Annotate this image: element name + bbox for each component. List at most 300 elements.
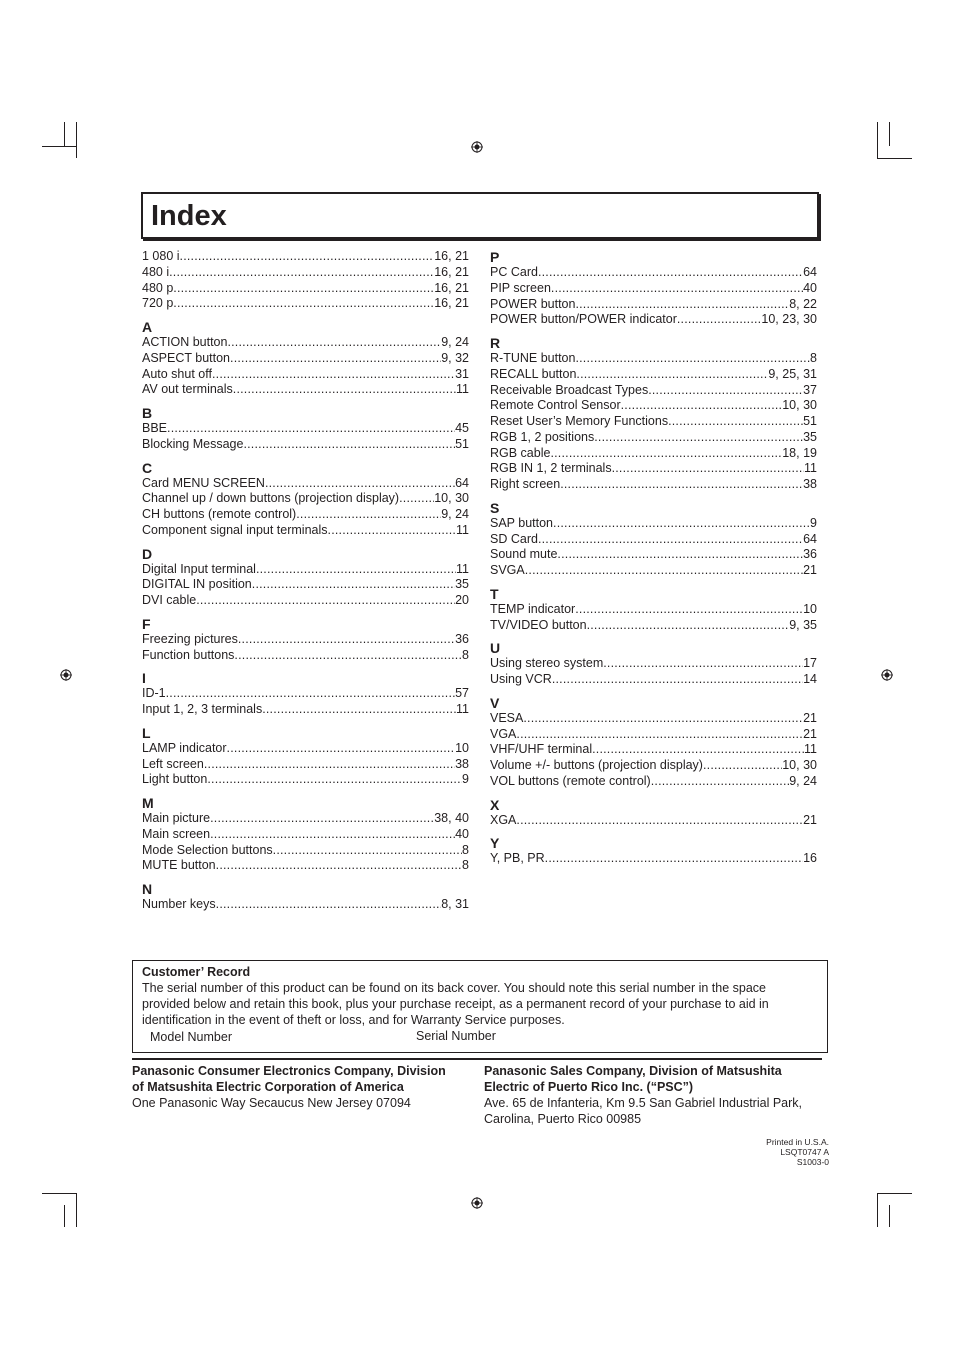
index-entry xyxy=(142,811,469,827)
index-letter: C xyxy=(142,459,153,476)
index-entry-pages: 64 xyxy=(803,531,817,546)
index-entry-name: Input 1, 2, 3 terminals xyxy=(142,702,263,716)
index-entry-name: R-TUNE button xyxy=(490,351,576,365)
index-entry-pages: 10, 23, 30 xyxy=(761,312,817,327)
index-entry-pages: 9, 25, 31 xyxy=(768,366,817,381)
leader-dots xyxy=(234,648,462,664)
index-letter: N xyxy=(142,881,153,897)
index-entry-name: Auto shut off xyxy=(142,366,212,381)
leader-dots xyxy=(238,632,455,648)
index-entry-pages: 21 xyxy=(803,563,817,577)
company-name: Panasonic Consumer Electronics Company, Division xyxy=(132,1064,446,1078)
index-entry-pages: 8 xyxy=(810,351,817,365)
index-entry-name: Function buttons xyxy=(142,647,235,662)
company-name: Panasonic Sales Company, Division of Matsushita xyxy=(484,1064,782,1078)
index-entry-pages: 11 xyxy=(456,702,469,716)
index-section xyxy=(142,319,469,398)
leader-dots xyxy=(273,843,462,859)
crop-mark xyxy=(42,1193,77,1194)
index-entry xyxy=(490,563,817,579)
company-name: Electric of Puerto Rico Inc. (“PSC”) xyxy=(484,1080,694,1094)
crop-mark xyxy=(76,122,77,158)
leader-dots xyxy=(169,265,434,281)
index-entry-pages: 9 xyxy=(462,772,469,787)
leader-dots xyxy=(557,547,803,563)
index-section xyxy=(490,835,817,867)
leader-dots xyxy=(560,477,803,493)
index-entry xyxy=(490,813,817,829)
index-entry-name: Component signal input terminals xyxy=(142,522,328,537)
leader-dots xyxy=(262,702,456,718)
leader-dots xyxy=(216,858,462,874)
index-entry-name: ASPECT button xyxy=(142,350,231,365)
index-entry xyxy=(142,335,469,351)
index-section xyxy=(490,695,817,790)
leader-dots xyxy=(603,656,803,672)
printed-info xyxy=(766,1137,829,1167)
index-letter: A xyxy=(142,319,153,335)
index-entry-name: Light button xyxy=(142,772,208,787)
leader-dots xyxy=(399,491,434,507)
customer-record-title: Customer’ Record xyxy=(142,965,251,979)
index-entry-name: RGB IN 1, 2 terminals xyxy=(490,461,612,476)
index-entry xyxy=(490,727,817,743)
company-address: Carolina, Puerto Rico 00985 xyxy=(484,1112,642,1126)
leader-dots xyxy=(180,249,435,265)
index-entry xyxy=(490,351,817,367)
index-entry-name: RGB 1, 2 positions xyxy=(490,429,595,444)
leader-dots xyxy=(668,414,803,430)
index-letter: T xyxy=(490,585,499,602)
index-entry-name: Using stereo system xyxy=(490,656,604,671)
divider-rule xyxy=(132,1058,822,1060)
leader-dots xyxy=(550,446,782,462)
registration-mark-icon xyxy=(471,1197,483,1209)
index-entry xyxy=(142,632,469,648)
index-entry xyxy=(142,281,469,297)
index-entry xyxy=(142,858,469,874)
index-entry-pages: 14 xyxy=(803,672,817,686)
customer-record-body: The serial number of this product can be found on its back cover. You should note this serial number in the space provided below and retain this book, plus your purchase receipt, as a permanent record of your purchase to aid in identification in the event of theft or loss, and for Warranty Service purposes. xyxy=(142,981,769,1027)
leader-dots xyxy=(677,312,762,328)
index-entry-name: VESA xyxy=(490,710,524,725)
registration-mark-icon xyxy=(881,669,893,681)
index-entry-name: Freezing pictures xyxy=(142,631,238,646)
index-entry xyxy=(142,507,469,523)
index-entry xyxy=(490,312,817,328)
leader-dots xyxy=(587,618,790,634)
leader-dots xyxy=(703,758,782,774)
leader-dots xyxy=(553,516,810,532)
index-entry-pages: 16 xyxy=(803,851,817,866)
crop-mark xyxy=(877,122,878,158)
index-entry-name: Main screen xyxy=(142,826,211,841)
index-section xyxy=(490,500,817,579)
company-address: One Panasonic Way Secaucus New Jersey 07094 xyxy=(132,1096,411,1110)
index-entry-pages: 11 xyxy=(456,561,469,576)
index-entry-name: PC Card xyxy=(490,265,538,279)
index-entry xyxy=(490,367,817,383)
leader-dots xyxy=(594,430,803,446)
index-entry-pages: 36 xyxy=(455,631,469,646)
index-entry xyxy=(142,897,469,913)
index-entry-name: Mode Selection buttons xyxy=(142,842,273,857)
index-entry-name: XGA xyxy=(490,812,517,827)
leader-dots xyxy=(552,672,803,688)
document-code: LSQT0747 A xyxy=(780,1147,829,1157)
index-letter: U xyxy=(490,640,501,657)
index-entry xyxy=(142,686,469,702)
index-entry-name: POWER button xyxy=(490,296,576,311)
index-letter: Y xyxy=(490,835,500,852)
leader-dots xyxy=(196,593,455,609)
index-entry-name: SD Card xyxy=(490,531,538,546)
index-entry-name: CH buttons (remote control) xyxy=(142,507,297,521)
leader-dots xyxy=(621,398,783,414)
index-entry-pages: 16, 21 xyxy=(434,280,469,295)
index-entry xyxy=(142,382,469,398)
crop-mark xyxy=(76,1193,77,1227)
index-entry-pages: 10, 30 xyxy=(782,758,817,772)
index-entry xyxy=(142,249,469,265)
index-entry-name: Main picture xyxy=(142,811,211,825)
crop-mark xyxy=(877,1193,912,1194)
index-letter: V xyxy=(490,694,500,711)
index-entry xyxy=(142,827,469,843)
crop-mark xyxy=(64,1205,65,1227)
leader-dots xyxy=(256,562,456,578)
index-entry-pages: 20 xyxy=(455,593,469,607)
leader-dots xyxy=(230,351,441,367)
index-entry xyxy=(490,656,817,672)
index-entry xyxy=(142,265,469,281)
index-entry-pages: 10 xyxy=(803,601,817,616)
index-entry xyxy=(490,297,817,313)
index-entry xyxy=(142,437,469,453)
index-column-right xyxy=(490,249,817,867)
index-section xyxy=(490,335,817,493)
index-section xyxy=(142,460,469,539)
index-entry-name: LAMP indicator xyxy=(142,740,227,755)
index-entry xyxy=(490,414,817,430)
index-letter: I xyxy=(142,670,146,687)
company-address-sales xyxy=(484,1063,802,1127)
index-entry-name: Using VCR xyxy=(490,672,552,686)
index-entry-pages: 9, 24 xyxy=(789,773,817,788)
index-entry-pages: 8 xyxy=(462,647,469,662)
index-entry-pages: 36 xyxy=(803,547,817,562)
index-entry-name: Left screen xyxy=(142,756,204,771)
index-entry-pages: 40 xyxy=(803,280,817,295)
leader-dots xyxy=(204,757,455,773)
printed-location: Printed in U.S.A. xyxy=(766,1137,829,1147)
index-entry xyxy=(490,461,817,477)
index-section xyxy=(142,249,469,312)
index-entry xyxy=(490,532,817,548)
index-entry xyxy=(490,398,817,414)
index-section xyxy=(142,616,469,664)
index-entry-name: Channel up / down buttons (projection display) xyxy=(142,491,400,506)
leader-dots xyxy=(210,811,434,827)
index-letter: M xyxy=(142,795,154,811)
index-entry-pages: 37 xyxy=(803,382,817,397)
company-address: Ave. 65 de Infanteria, Km 9.5 San Gabriel Industrial Park, xyxy=(484,1096,802,1110)
index-entry xyxy=(142,351,469,367)
index-section xyxy=(490,640,817,688)
index-entry xyxy=(490,711,817,727)
index-section xyxy=(490,586,817,634)
index-entry-name: Sound mute xyxy=(490,547,558,562)
index-entry-name: RGB cable xyxy=(490,445,551,460)
index-entry-pages: 38 xyxy=(455,756,469,771)
index-entry-pages: 16, 21 xyxy=(434,296,469,311)
leader-dots xyxy=(592,742,804,758)
index-entry xyxy=(142,577,469,593)
index-entry-name: DVI cable xyxy=(142,593,197,607)
index-entry-pages: 57 xyxy=(455,686,469,701)
leader-dots xyxy=(233,382,456,398)
index-letter: P xyxy=(490,249,500,265)
index-entry xyxy=(490,602,817,618)
index-entry xyxy=(490,742,817,758)
crop-mark xyxy=(64,122,65,146)
index-entry-pages: 9 xyxy=(810,515,817,530)
index-section xyxy=(142,881,469,913)
index-letter: B xyxy=(142,405,153,421)
leader-dots xyxy=(648,383,803,399)
index-entry-name: TEMP indicator xyxy=(490,601,576,616)
index-letter: R xyxy=(490,335,501,351)
index-entry-pages: 8 xyxy=(462,842,469,857)
leader-dots xyxy=(538,532,803,548)
page-title-box xyxy=(141,192,819,239)
index-entry-pages: 21 xyxy=(803,726,817,741)
index-entry-pages: 51 xyxy=(803,414,817,428)
index-entry xyxy=(142,648,469,664)
index-entry-name: Y, PB, PR xyxy=(490,851,545,866)
index-entry-name: Blocking Message xyxy=(142,436,244,451)
index-entry xyxy=(142,702,469,718)
index-entry-pages: 11 xyxy=(456,382,469,397)
leader-dots xyxy=(173,296,434,312)
leader-dots xyxy=(651,774,789,790)
crop-mark xyxy=(889,122,890,146)
leader-dots xyxy=(212,367,455,383)
index-entry-pages: 8, 22 xyxy=(789,296,817,311)
index-section xyxy=(142,795,469,874)
index-entry-name: BBE xyxy=(142,421,168,435)
index-entry xyxy=(142,523,469,539)
index-entry-pages: 21 xyxy=(803,812,817,827)
index-entry-pages: 40 xyxy=(455,826,469,841)
crop-mark xyxy=(877,1193,878,1227)
index-entry-pages: 18, 19 xyxy=(782,445,817,460)
index-entry-pages: 64 xyxy=(803,265,817,279)
index-entry-name: Remote Control Sensor xyxy=(490,398,621,413)
index-entry xyxy=(490,851,817,867)
leader-dots xyxy=(243,437,455,453)
index-entry xyxy=(490,774,817,790)
index-entry-pages: 9, 24 xyxy=(441,335,469,349)
customer-record-box xyxy=(132,960,828,1053)
index-entry-pages: 35 xyxy=(455,577,469,592)
leader-dots xyxy=(516,727,803,743)
leader-dots xyxy=(265,476,455,492)
index-entry xyxy=(142,741,469,757)
crop-mark xyxy=(42,146,77,147)
index-entry-name: TV/VIDEO button xyxy=(490,617,587,632)
leader-dots xyxy=(525,563,803,579)
leader-dots xyxy=(538,265,803,281)
index-letter: L xyxy=(142,724,151,741)
index-entry xyxy=(490,477,817,493)
index-entry xyxy=(142,772,469,788)
index-entry-name: Digital Input terminal xyxy=(142,561,256,576)
leader-dots xyxy=(575,297,789,313)
index-section xyxy=(490,249,817,328)
index-entry xyxy=(142,367,469,383)
leader-dots xyxy=(227,335,441,351)
leader-dots xyxy=(576,367,768,383)
page-title: Index xyxy=(151,200,227,232)
leader-dots xyxy=(173,281,434,297)
index-entry xyxy=(142,421,469,437)
index-entry xyxy=(142,562,469,578)
leader-dots xyxy=(216,897,442,913)
index-entry xyxy=(490,672,817,688)
index-entry-name: ACTION button xyxy=(142,335,228,349)
leader-dots xyxy=(207,772,462,788)
index-entry-name: VHF/UHF terminal xyxy=(490,742,593,757)
index-section xyxy=(142,546,469,609)
index-entry-pages: 45 xyxy=(455,421,469,435)
leader-dots xyxy=(523,711,803,727)
registration-mark-icon xyxy=(471,141,483,153)
index-entry-pages: 31 xyxy=(455,366,469,381)
index-entry xyxy=(142,491,469,507)
leader-dots xyxy=(612,461,804,477)
index-entry-pages: 21 xyxy=(803,710,817,725)
leader-dots xyxy=(210,827,455,843)
model-number-label: Model Number xyxy=(150,1030,232,1044)
index-section xyxy=(142,405,469,453)
index-entry-name: AV out terminals xyxy=(142,382,233,397)
registration-mark-icon xyxy=(60,669,72,681)
index-entry-pages: 9, 24 xyxy=(441,507,469,521)
index-entry-name: Right screen xyxy=(490,477,561,491)
leader-dots xyxy=(328,523,456,539)
index-entry-name: MUTE button xyxy=(142,858,216,873)
index-entry-pages: 38, 40 xyxy=(434,811,469,825)
index-entry-name: Card MENU SCREEN xyxy=(142,475,265,490)
crop-mark xyxy=(889,1205,890,1227)
index-letter: X xyxy=(490,796,500,813)
index-entry xyxy=(490,383,817,399)
index-entry xyxy=(490,516,817,532)
index-entry-pages: 11 xyxy=(804,742,817,757)
company-name: of Matsushita Electric Corporation of America xyxy=(132,1080,404,1094)
leader-dots xyxy=(545,851,803,867)
leader-dots xyxy=(227,741,456,757)
index-entry-pages: 11 xyxy=(456,522,469,537)
leader-dots xyxy=(516,813,803,829)
index-entry-name: ID-1 xyxy=(142,686,166,701)
index-entry-name: Reset User’s Memory Functions xyxy=(490,414,669,428)
index-entry-pages: 16, 21 xyxy=(434,249,469,263)
index-entry-name: POWER button/POWER indicator xyxy=(490,312,677,327)
index-entry xyxy=(142,593,469,609)
index-entry-pages: 51 xyxy=(455,436,469,451)
index-entry-name: VGA xyxy=(490,726,517,741)
index-entry xyxy=(490,281,817,297)
index-entry xyxy=(490,618,817,634)
print-code: S1003-0 xyxy=(796,1157,829,1167)
index-section xyxy=(142,670,469,718)
leader-dots xyxy=(252,577,455,593)
index-entry xyxy=(142,757,469,773)
index-entry xyxy=(490,265,817,281)
index-entry-name: Number keys xyxy=(142,897,216,911)
index-entry-pages: 9, 32 xyxy=(441,350,469,365)
index-letter: F xyxy=(142,615,151,632)
index-entry-pages: 16, 21 xyxy=(434,264,469,279)
index-entry-name: SAP button xyxy=(490,515,554,530)
index-entry-name: DIGITAL IN position xyxy=(142,577,252,592)
index-entry-name: SVGA xyxy=(490,563,525,577)
index-entry xyxy=(490,430,817,446)
index-entry-pages: 35 xyxy=(803,429,817,444)
index-entry xyxy=(142,476,469,492)
index-letter: S xyxy=(490,499,500,516)
index-entry xyxy=(142,296,469,312)
index-letter: D xyxy=(142,545,153,562)
crop-mark xyxy=(877,158,912,159)
index-entry-name: 720 p xyxy=(142,296,174,311)
index-entry-pages: 10, 30 xyxy=(434,491,469,506)
leader-dots xyxy=(167,421,455,437)
leader-dots xyxy=(575,351,810,367)
index-entry-name: Receivable Broadcast Types xyxy=(490,382,649,397)
leader-dots xyxy=(551,281,803,297)
index-entry xyxy=(142,843,469,859)
index-entry-name: 1 080 i xyxy=(142,249,180,263)
serial-number-label: Serial Number xyxy=(416,1029,496,1043)
company-address-consumer xyxy=(132,1063,446,1111)
index-entry-name: PIP screen xyxy=(490,280,551,295)
index-entry-name: Volume +/- buttons (projection display) xyxy=(490,758,703,772)
index-column-left xyxy=(142,249,469,913)
index-entry-name: RECALL button xyxy=(490,366,577,381)
leader-dots xyxy=(166,686,455,702)
index-entry-pages: 8, 31 xyxy=(441,897,469,911)
index-section xyxy=(490,797,817,829)
index-entry-name: 480 i xyxy=(142,264,170,279)
index-entry-pages: 17 xyxy=(803,656,817,671)
leader-dots xyxy=(296,507,441,523)
index-entry-pages: 64 xyxy=(455,475,469,490)
index-entry-pages: 8 xyxy=(462,858,469,873)
index-entry-name: 480 p xyxy=(142,280,174,295)
leader-dots xyxy=(575,602,803,618)
index-entry xyxy=(490,547,817,563)
index-entry-name: VOL buttons (remote control) xyxy=(490,773,651,788)
index-entry-pages: 10, 30 xyxy=(782,398,817,413)
index-entry-pages: 11 xyxy=(804,461,817,476)
index-entry-pages: 9, 35 xyxy=(789,617,817,632)
index-entry-pages: 10 xyxy=(455,740,469,755)
index-entry xyxy=(490,446,817,462)
index-section xyxy=(142,725,469,788)
